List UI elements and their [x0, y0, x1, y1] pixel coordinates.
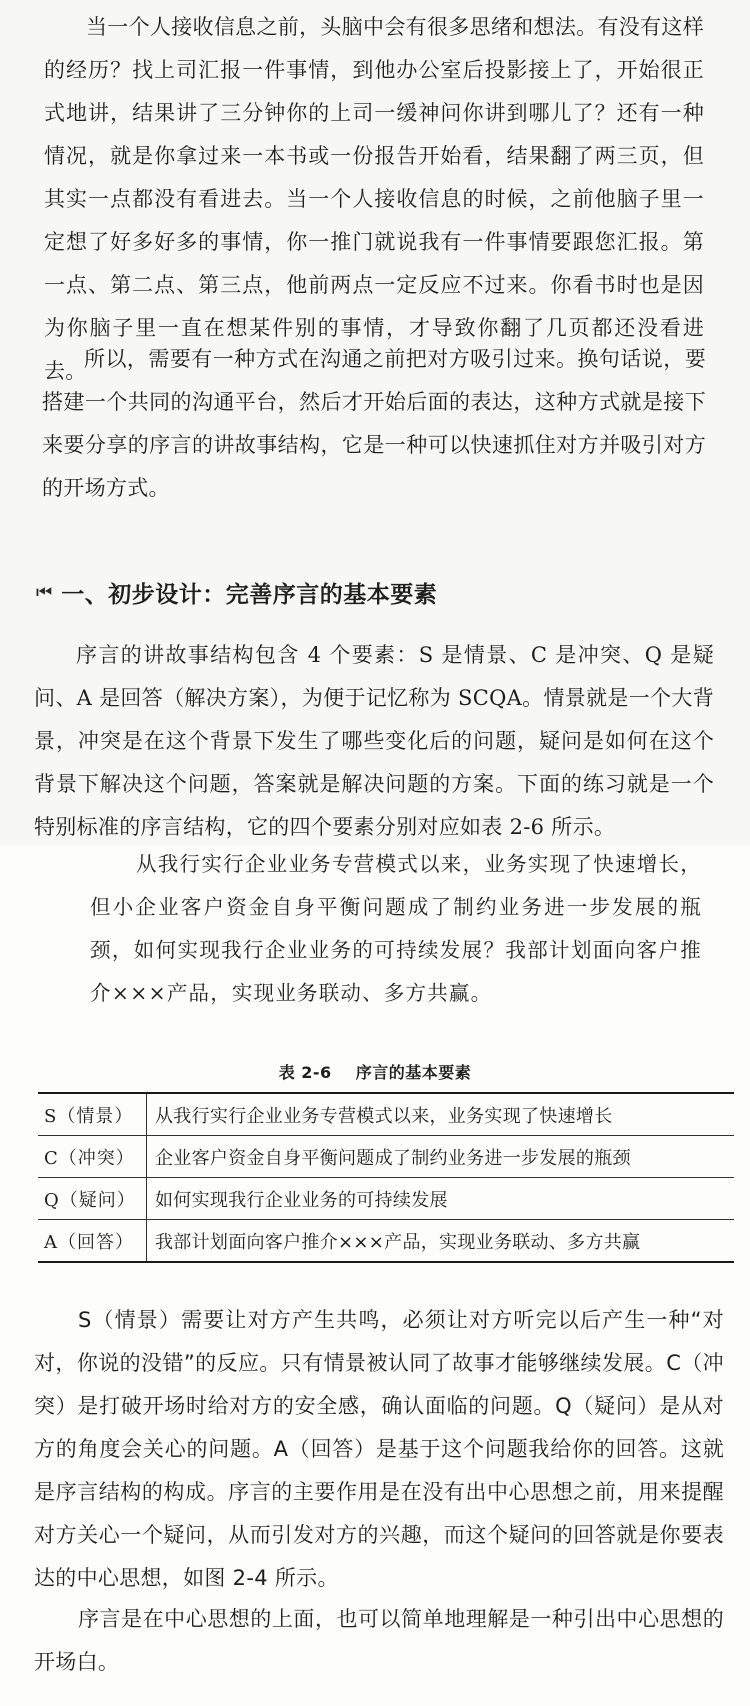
table-caption-number: 表 2-6: [278, 1063, 332, 1082]
table-row: [38, 1093, 734, 1136]
table-row: [38, 1220, 734, 1263]
table-row: [38, 1136, 734, 1178]
table-cell-key: C（冲突）: [38, 1136, 147, 1178]
table-cell-key: S（情景）: [38, 1093, 147, 1136]
table-cell-key: Q（疑问）: [38, 1178, 147, 1220]
paragraph-scqa-intro: 序言的讲故事结构包含 4 个要素：S 是情景、C 是冲突、Q 是疑问、A 是回答（解决方案），为便于记忆称为 SCQA。情景就是一个大背景，冲突是在这个背景下发生了哪些变化后的问题，疑问是如何在这个背景下解决这个问题，答案就是解决问题的方案。下面的练习就是一个特别标准的序言结构，它的四个要素分别对应如表 2-6 所示。: [34, 643, 714, 839]
table-cell-value: 如何实现我行企业业务的可持续发展: [147, 1178, 735, 1220]
table-caption-title: 序言的基本要素: [355, 1063, 472, 1082]
paragraph-closing: 序言是在中心思想的上面，也可以简单地理解是一种引出中心思想的开场白。: [34, 1607, 724, 1674]
table-row: [38, 1178, 734, 1220]
table-cell-key: A（回答）: [38, 1220, 147, 1263]
example-passage: 从我行实行企业业务专营模式以来，业务实现了快速增长，但小企业客户资金自身平衡问题成了制约业务进一步发展的瓶颈，如何实现我行企业业务的可持续发展？我部计划面向客户推介×××产品，实现业务联动、多方共赢。: [90, 852, 702, 1005]
table-cell-value: 从我行实行企业业务专营模式以来，业务实现了快速增长: [147, 1093, 735, 1136]
section-marker-icon: ⏮: [36, 581, 50, 603]
table-cell-value: 我部计划面向客户推介×××产品，实现业务联动、多方共赢: [155, 1231, 641, 1253]
section-heading: [36, 572, 437, 612]
section-title: 一、初步设计：完善序言的基本要素: [61, 581, 438, 608]
table-caption: [0, 1060, 750, 1083]
paragraph-intro: 当一个人接收信息之前，头脑中会有很多思绪和想法。有没有这样的经历？找上司汇报一件事情，到他办公室后投影接上了，开始很正式地讲，结果讲了三分钟你的上司一缓神问你讲到哪儿了？还有一种情况，就是你拿过来一本书或一份报告开始看，结果翻了两三页，但其实一点都没有看进去。当一个人接收信息的时候，之前他脑子里一定想了好多好多的事情，你一推门就说我有一件事情要跟您汇报。第一点、第二点、第三点，他前两点一定反应不过来。你看书时也是因为你脑子里一直在想某件别的事情，才导致你翻了几页都还没看进去。: [44, 15, 704, 383]
table-cell-value: 企业客户资金自身平衡问题成了制约业务进一步发展的瓶颈: [147, 1136, 735, 1178]
paragraph-explanation: S（情景）需要让对方产生共鸣，必须让对方听完以后产生一种“对对，你说的没错”的反应。只有情景被认同了故事才能够继续发展。C（冲突）是打破开场时给对方的安全感，确认面临的问题。Q（疑问）是从对方的角度会关心的问题。A（回答）是基于这个问题我给你的回答。这就是序言结构的构成。序言的主要作用是在没有出中心思想之前，用来提醒对方关心一个疑问，从而引发对方的兴趣，而这个疑问的回答就是你要表达的中心思想，如图 2-4 所示。: [34, 1308, 724, 1590]
paragraph-hook: 所以，需要有一种方式在沟通之前把对方吸引过来。换句话说，要搭建一个共同的沟通平台，然后才开始后面的表达，这种方式就是接下来要分享的序言的讲故事结构，它是一种可以快速抓住对方并吸引对方的开场方式。: [42, 347, 706, 500]
scqa-table: [38, 1092, 734, 1263]
